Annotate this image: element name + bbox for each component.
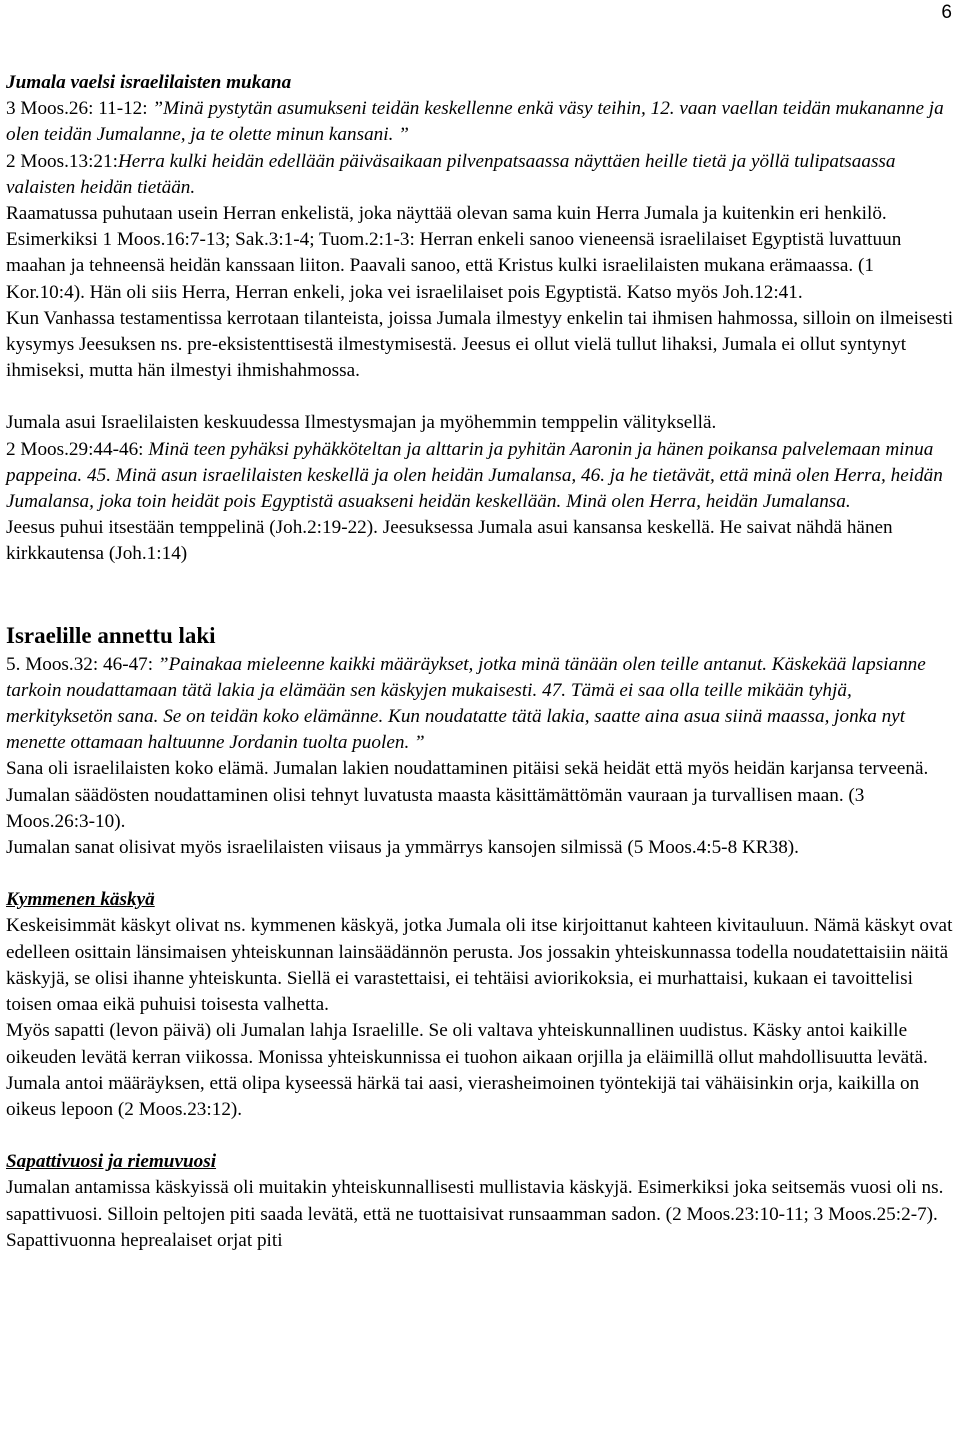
paragraph: Jeesus puhui itsestään temppelinä (Joh.2:19-22). Jeesuksessa Jumala asui kansansa keskellä. He saivat nähdä hänen kirkkautensa (Joh.1:14) xyxy=(6,517,893,565)
scripture-quote: ”Minä pystytän asumukseni teidän keskellenne enkä väsy teihin, 12. vaan vaellan teidän mukananne ja olen teidän Jumalanne, ja te olette minun kansani. ” xyxy=(6,98,944,146)
paragraph: Raamatussa puhutaan usein Herran enkelistä, joka näyttää olevan sama kuin Herra Jumala ja kuitenkin eri henkilö. Esimerkiksi 1 Moos.16:7-13; Sak.3:1-4; Tuom.2:1-3: Herran enkeli sanoo vieneensä israelilaiset Egyptistä luvattuun maahan ja tehneensä heidän kanssaan liiton. Paavali sanoo, että Kristus kulki israelilaisten mukana erämaassa. (1 Kor.10:4). Hän oli siis Herra, Herran enkeli, joka vei israelilaiset pois Egyptistä. Katso myös Joh.12:41. xyxy=(6,203,902,303)
scripture-quote: Minä teen pyhäksi pyhäkköteltan ja alttarin ja pyhitän Aaronin ja hänen poikansa palvelemaan minua pappeina. 45. Minä asun israelilaisten keskellä ja olen heidän Jumalansa, 46. ja he tietävät, että minä olen Herra, heidän Jumalansa, joka toin heidät pois Egyptistä asuakseni heidän keskellään. Minä olen Herra, heidän Jumalansa. xyxy=(6,438,943,513)
spacer xyxy=(6,1123,954,1149)
paragraph xyxy=(6,652,954,757)
section-heading-law: Israelille annettu laki xyxy=(6,622,216,648)
subheading-sabbath-year: Sapattivuosi ja riemuvuosi xyxy=(6,1151,217,1173)
paragraph: Kun Vanhassa testamentissa kerrotaan tilanteista, joissa Jumala ilmestyy enkelin tai ihmisen hahmossa, silloin on ilmeisesti kysymys Jeesuksen ns. pre-eksistenttisestä ilmestymisestä. Jeesus ei ollut vielä tullut lihaksi, Jumala ei ollut syntynyt ihmiseksi, mutta hän ilmestyi ihmishahmossa. xyxy=(6,307,954,382)
paragraph: Sana oli israelilaisten koko elämä. Jumalan lakien noudattaminen pitäisi sekä heidät että myös heidän karjansa terveenä. Jumalan säädösten noudattaminen olisi tehnyt luvatusta maasta käsittämättömän vauraan ja turvallisen maan. (3 Moos.26:3-10). xyxy=(6,758,929,832)
scripture-reference: 2 Moos.29:44-46: xyxy=(6,438,149,460)
spacer xyxy=(6,861,954,887)
document-body xyxy=(6,70,954,1254)
section-title-walk: Jumala vaelsi israelilaisten mukana xyxy=(6,72,292,93)
paragraph xyxy=(6,149,954,201)
scripture-quote: Herra kulki heidän edellään päiväsaikaan pilvenpatsaassa näyttäen heille tietä ja yöllä tulipatsaassa valaisten heidän tietään. xyxy=(6,150,896,198)
scripture-reference: 3 Moos.26: 11-12: xyxy=(6,98,153,120)
paragraph: Myös sapatti (levon päivä) oli Jumalan lahja Israelille. Se oli valtava yhteiskunnallinen uudistus. Käsky antoi kaikille oikeuden levätä kerran viikossa. Monissa yhteiskunnissa ei tuohon aikaan orjilla ja eläimillä ollut mahdollisuutta levätä. Jumala antoi määräyksen, että olipa kyseessä härkä tai aasi, vierasheimoinen työntekijä tai vähäisinkin orja, kaikilla on oikeus lepoon (2 Moos.23:12). xyxy=(6,1020,928,1120)
paragraph: Jumalan antamissa käskyissä oli muitakin yhteiskunnallisesti mullistavia käskyjä. Esimerkiksi joka seitsemäs vuosi oli ns. sapattivuosi. Silloin peltojen piti saada levätä, että ne tuottaisivat runsaamman sadon. (2 Moos.23:10-11; 3 Moos.25:2-7). Sapattivuonna heprealaiset orjat piti xyxy=(6,1177,944,1251)
scripture-quote: ”Painakaa mieleenne kaikki määräykset, jotka minä tänään olen teille antanut. Käskekää lapsianne tarkoin noudattamaan tätä lakia ja elämään sen käskyjen mukaisesti. 47. Tämä ei saa olla teille mikään tyhjä, merkityksetön sana. Se on teidän koko elämänne. Kun noudatatte tätä lakia, saatte aina asua siinä maassa, jonka nyt menette ottamaan haltuunne Jordanin tuolta puolen. ” xyxy=(6,653,926,754)
spacer xyxy=(6,568,954,620)
paragraph: Jumala asui Israelilaisten keskuudessa Ilmestysmajan ja myöhemmin temppelin välityksellä. xyxy=(6,412,717,434)
subheading-ten-commandments: Kymmenen käskyä xyxy=(6,889,155,911)
paragraph: Keskeisimmät käskyt olivat ns. kymmenen käskyä, jotka Jumala oli itse kirjoittanut kahteen kivitauluun. Nämä käskyt ovat edelleen osittain länsimaisen yhteiskunnan lainsäädännön perusta. Jos jossakin yhteiskunnassa todella noudatettaisiin näitä käskyjä, se olisi ihanne yhteiskunta. Siellä ei varastettaisi, ei tehtäisi aviorikoksia, ei murhattaisi, kukaan ei tavoittelisi toisen omaa eikä puhuisi toisesta valhetta. xyxy=(6,915,953,1016)
scripture-reference: 2 Moos.13:21: xyxy=(6,150,118,172)
page-number: 6 xyxy=(941,2,952,23)
paragraph: Jumalan sanat olisivat myös israelilaisten viisaus ja ymmärrys kansojen silmissä (5 Moos.4:5-8 KR38). xyxy=(6,837,799,859)
scripture-reference: 5. Moos.32: 46-47: xyxy=(6,653,158,675)
spacer xyxy=(6,384,954,410)
paragraph xyxy=(6,96,954,148)
paragraph xyxy=(6,437,954,516)
